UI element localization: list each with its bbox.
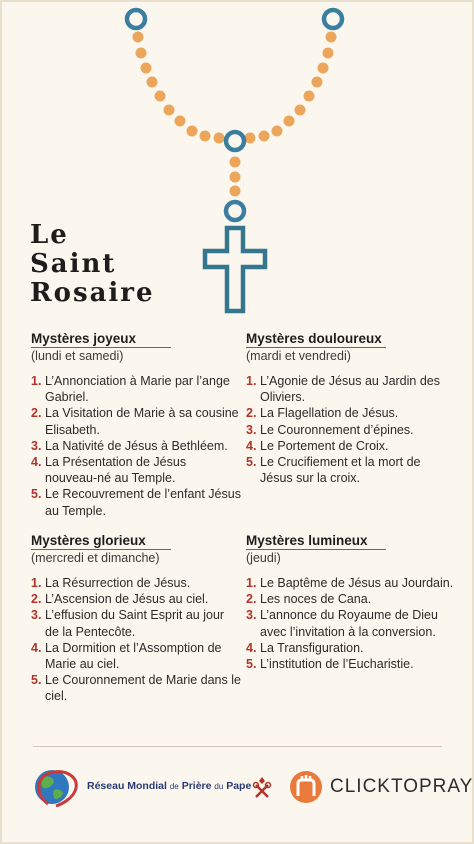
rosary-bead — [284, 116, 295, 127]
rosary-bead — [295, 105, 306, 116]
rosary-bead — [155, 91, 166, 102]
mystery-item: 2. L’Ascension de Jésus au ciel. — [31, 592, 209, 607]
rosary-bead — [133, 32, 144, 43]
mystery-item: 2. La Visitation de Marie à sa cousine Elisabeth. — [31, 406, 239, 437]
rosary-bead — [175, 116, 186, 127]
mystery-list — [31, 373, 241, 519]
mystery-item: 4. Le Portement de Croix. — [246, 438, 389, 453]
mystery-list — [246, 373, 456, 486]
clicktopray-logo-icon — [289, 770, 323, 804]
rosary-ring-left — [127, 10, 145, 28]
title-line-1: Le — [30, 220, 69, 250]
title-line-3: Rosaire — [30, 278, 155, 308]
mystery-item: 4. La Présentation de Jésus nouveau-né au Temple. — [31, 455, 187, 486]
rosary-bead — [259, 131, 270, 142]
section-days: (lundi et samedi) — [31, 349, 124, 363]
rosary-bead — [323, 48, 334, 59]
mystery-item: 5. Le Crucifiement et la mort de Jésus sur la croix. — [246, 455, 421, 486]
rosary-bead — [141, 63, 152, 74]
globe-heart-logo-icon — [32, 764, 82, 810]
rosary-bead — [200, 131, 211, 142]
rosary-ring-right — [324, 10, 342, 28]
clicktopray-name: CLICKTOPRAY — [330, 776, 474, 797]
rosary-bead — [304, 91, 315, 102]
rosary-beads — [133, 32, 337, 197]
section-title: Mystères lumineux — [246, 533, 386, 550]
mystery-item: 3. Le Couronnement d’épines. — [246, 422, 414, 437]
mystery-item: 2. Les noces de Cana. — [246, 592, 372, 607]
mystery-item: 3. L’annonce du Royaume de Dieu avec l’invitation à la conversion. — [246, 608, 438, 639]
mystery-item: 5. L’institution de l’Eucharistie. — [246, 657, 414, 672]
section-title: Mystères glorieux — [31, 533, 171, 550]
rosary-bead — [230, 157, 241, 168]
rosary-ring-center — [226, 132, 244, 150]
papal-keys-icon — [252, 775, 272, 799]
mystery-item: 4. La Dormition et l’Assomption de Marie au ciel. — [31, 640, 222, 672]
rosary-bead — [164, 105, 175, 116]
footer-divider — [33, 746, 442, 747]
rosary-bead — [187, 126, 198, 137]
mystery-item: 5. Le Recouvrement de l’enfant Jésus au Temple. — [31, 487, 241, 518]
section-luminous — [246, 532, 456, 672]
section-days: (mercredi et dimanche) — [31, 551, 160, 565]
section-joyful — [31, 330, 241, 519]
mystery-list — [246, 575, 456, 672]
section-days: (jeudi) — [246, 551, 281, 565]
mystery-item: 1. L’Agonie de Jésus au Jardin des Oliviers. — [246, 374, 440, 405]
mystery-item: 3. L’effusion du Saint Esprit au jour de la Pentecôte. — [31, 608, 225, 639]
rosary-bead — [230, 172, 241, 183]
mystery-item: 3. La Nativité de Jésus à Bethléem. — [31, 438, 228, 453]
rosary-bead — [272, 126, 283, 137]
mystery-item: 5. Le Couronnement de Marie dans le ciel. — [31, 673, 241, 704]
rmpp-name: Réseau Mondial de Prière du Pape — [87, 780, 252, 792]
rosary-bead — [230, 186, 241, 197]
rosary-bead — [147, 77, 158, 88]
section-title: Mystères douloureux — [246, 331, 386, 348]
rosary-bead — [318, 63, 329, 74]
section-days: (mardi et vendredi) — [246, 349, 351, 363]
mystery-list — [31, 575, 241, 705]
section-sorrowful — [246, 330, 456, 486]
rosary-bead — [312, 77, 323, 88]
cross-icon — [205, 228, 265, 311]
mystery-item: 1. Le Baptême de Jésus au Jourdain. — [246, 576, 454, 590]
title-line-2: Saint — [30, 249, 117, 279]
rosary-ring-lower — [226, 202, 244, 220]
rosary-bead — [214, 133, 225, 144]
mystery-item: 1. L’Annonciation à Marie par l’ange Gabriel. — [31, 374, 230, 405]
section-glorious — [31, 532, 241, 705]
rosary-bead — [326, 32, 337, 43]
mystery-item: 4. La Transfiguration. — [246, 640, 364, 655]
mystery-item: 1. La Résurrection de Jésus. — [31, 576, 191, 590]
mystery-item: 2. La Flagellation de Jésus. — [246, 406, 399, 421]
section-title: Mystères joyeux — [31, 331, 171, 348]
rosary-bead — [136, 48, 147, 59]
